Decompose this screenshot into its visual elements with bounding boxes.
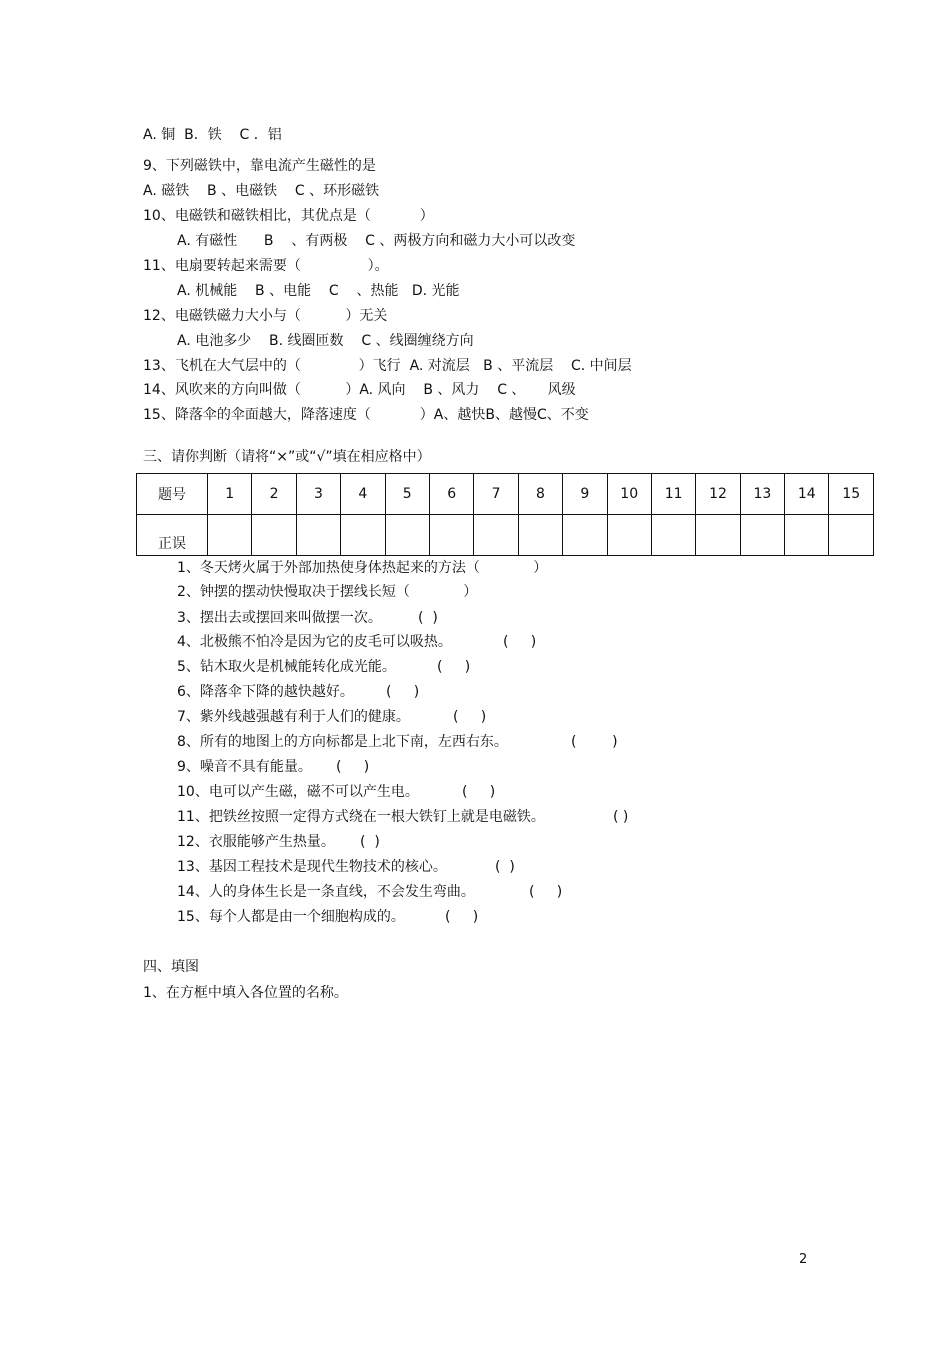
section4-question-1: 1、在方框中填入各位置的名称。 <box>143 985 348 1001</box>
table-cell-number: 3 <box>296 474 340 515</box>
judge-item-7: 7、紫外线越强越有利于人们的健康。 <box>177 709 410 725</box>
answer-paren[interactable]: ( ) <box>386 684 420 700</box>
judge-item-9: 9、噪音不具有能量。 <box>177 759 312 775</box>
answer-cell[interactable] <box>607 515 651 556</box>
answer-cell[interactable] <box>252 515 296 556</box>
mc-question-12: 12、电磁铁磁力大小与（ ）无关 <box>143 308 388 324</box>
table-cell-number: 6 <box>429 474 473 515</box>
answer-paren[interactable]: ( ) <box>571 734 618 750</box>
judge-item-12: 12、衣服能够产生热量。 <box>177 834 335 850</box>
answer-paren[interactable]: ( ) <box>503 634 537 650</box>
mc-line-12-options: A. 电池多少 B. 线圈匝数 C 、线圈缠绕方向 <box>177 333 474 349</box>
table-cell-number: 1 <box>208 474 252 515</box>
judgment-table <box>136 473 874 556</box>
judge-item-11: 11、把铁丝按照一定得方式绕在一根大铁钉上就是电磁铁。 <box>177 809 545 825</box>
table-header-answer: 正误 <box>137 515 208 556</box>
mc-question-15: 15、降落伞的伞面越大，降落速度（ ）A、越快B、越慢C、不变 <box>143 407 589 423</box>
answer-cell[interactable] <box>829 515 874 556</box>
judge-item-10: 10、电可以产生磁，磁不可以产生电。 <box>177 784 419 800</box>
answer-cell[interactable] <box>651 515 695 556</box>
mc-line-8-options: A. 铜 B．铁 C ．铝 <box>143 127 282 143</box>
answer-paren[interactable]: ） <box>479 560 548 576</box>
judge-item-6: 6、降落伞下降的越快越好。 <box>177 684 354 700</box>
mc-line-10-options: A. 有磁性 B 、有两极 C 、两极方向和磁力大小可以改变 <box>177 233 576 249</box>
answer-paren[interactable]: ( ) <box>360 834 380 850</box>
mc-question-10: 10、电磁铁和磁铁相比，其优点是（ ） <box>143 208 434 224</box>
table-cell-number: 8 <box>518 474 562 515</box>
mc-question-9: 9、下列磁铁中，靠电流产生磁性的是 <box>143 158 376 174</box>
answer-cell[interactable] <box>341 515 385 556</box>
judge-item-14: 14、人的身体生长是一条直线，不会发生弯曲。 <box>177 884 475 900</box>
judge-item-3: 3、摆出去或摆回来叫做摆一次。 <box>177 610 382 626</box>
mc-question-13: 13、飞机在大气层中的（ ）飞行 A. 对流层 B 、平流层 C. 中间层 <box>143 358 632 374</box>
mc-line-11-options: A. 机械能 B 、电能 C 、热能 D. 光能 <box>177 283 460 299</box>
answer-cell[interactable] <box>296 515 340 556</box>
judge-item-4: 4、北极熊不怕冷是因为它的皮毛可以吸热。 <box>177 634 452 650</box>
answer-paren[interactable]: ( ) <box>418 610 438 626</box>
answer-paren[interactable]: ( ) <box>453 709 487 725</box>
judge-item-15: 15、每个人都是由一个细胞构成的。 <box>177 909 405 925</box>
answer-paren[interactable]: ( ) <box>336 759 370 775</box>
table-cell-number: 9 <box>563 474 607 515</box>
section4-title: 四、填图 <box>143 959 199 975</box>
table-cell-number: 13 <box>740 474 784 515</box>
table-header-number: 题号 <box>137 474 208 515</box>
judge-item-8: 8、所有的地图上的方向标都是上北下南，左西右东。 <box>177 734 508 750</box>
page-number: 2 <box>799 1252 808 1267</box>
table-cell-number: 5 <box>385 474 429 515</box>
table-cell-number: 10 <box>607 474 651 515</box>
answer-cell[interactable] <box>785 515 829 556</box>
judge-item-13: 13、基因工程技术是现代生物技术的核心。 <box>177 859 447 875</box>
table-cell-number: 15 <box>829 474 874 515</box>
answer-cell[interactable] <box>474 515 518 556</box>
mc-question-14: 14、风吹来的方向叫做（ ）A. 风向 B 、风力 C 、 风级 <box>143 382 576 398</box>
answer-cell[interactable] <box>696 515 740 556</box>
answer-paren[interactable]: ( ) <box>462 784 496 800</box>
mc-line-9-options: A. 磁铁 B 、电磁铁 C 、环形磁铁 <box>143 183 380 199</box>
table-cell-number: 12 <box>696 474 740 515</box>
table-row-numbers <box>137 474 874 515</box>
answer-cell[interactable] <box>208 515 252 556</box>
table-cell-number: 4 <box>341 474 385 515</box>
mc-question-11: 11、电扇要转起来需要（ ）。 <box>143 258 389 274</box>
table-cell-number: 14 <box>785 474 829 515</box>
judge-item-1: 1、冬天烤火属于外部加热使身体热起来的方法（ ） <box>177 560 548 576</box>
table-row-answers <box>137 515 874 556</box>
table-cell-number: 11 <box>651 474 695 515</box>
table-cell-number: 2 <box>252 474 296 515</box>
answer-cell[interactable] <box>563 515 607 556</box>
section3-title: 三、请你判断（请将“×”或“√”填在相应格中） <box>143 449 431 465</box>
judge-item-5: 5、钻木取火是机械能转化成光能。 <box>177 659 396 675</box>
answer-paren[interactable]: ( ) <box>613 809 629 825</box>
answer-cell[interactable] <box>385 515 429 556</box>
judge-item-2: 2、钟摆的摆动快慢取决于摆线长短（ ） <box>177 584 478 600</box>
answer-cell[interactable] <box>740 515 784 556</box>
answer-paren[interactable]: ( ) <box>437 659 471 675</box>
answer-paren[interactable]: ( ) <box>495 859 515 875</box>
answer-paren[interactable]: ） <box>409 584 478 600</box>
answer-cell[interactable] <box>518 515 562 556</box>
answer-paren[interactable]: ( ) <box>529 884 563 900</box>
answer-paren[interactable]: ( ) <box>445 909 479 925</box>
answer-cell[interactable] <box>429 515 473 556</box>
table-cell-number: 7 <box>474 474 518 515</box>
